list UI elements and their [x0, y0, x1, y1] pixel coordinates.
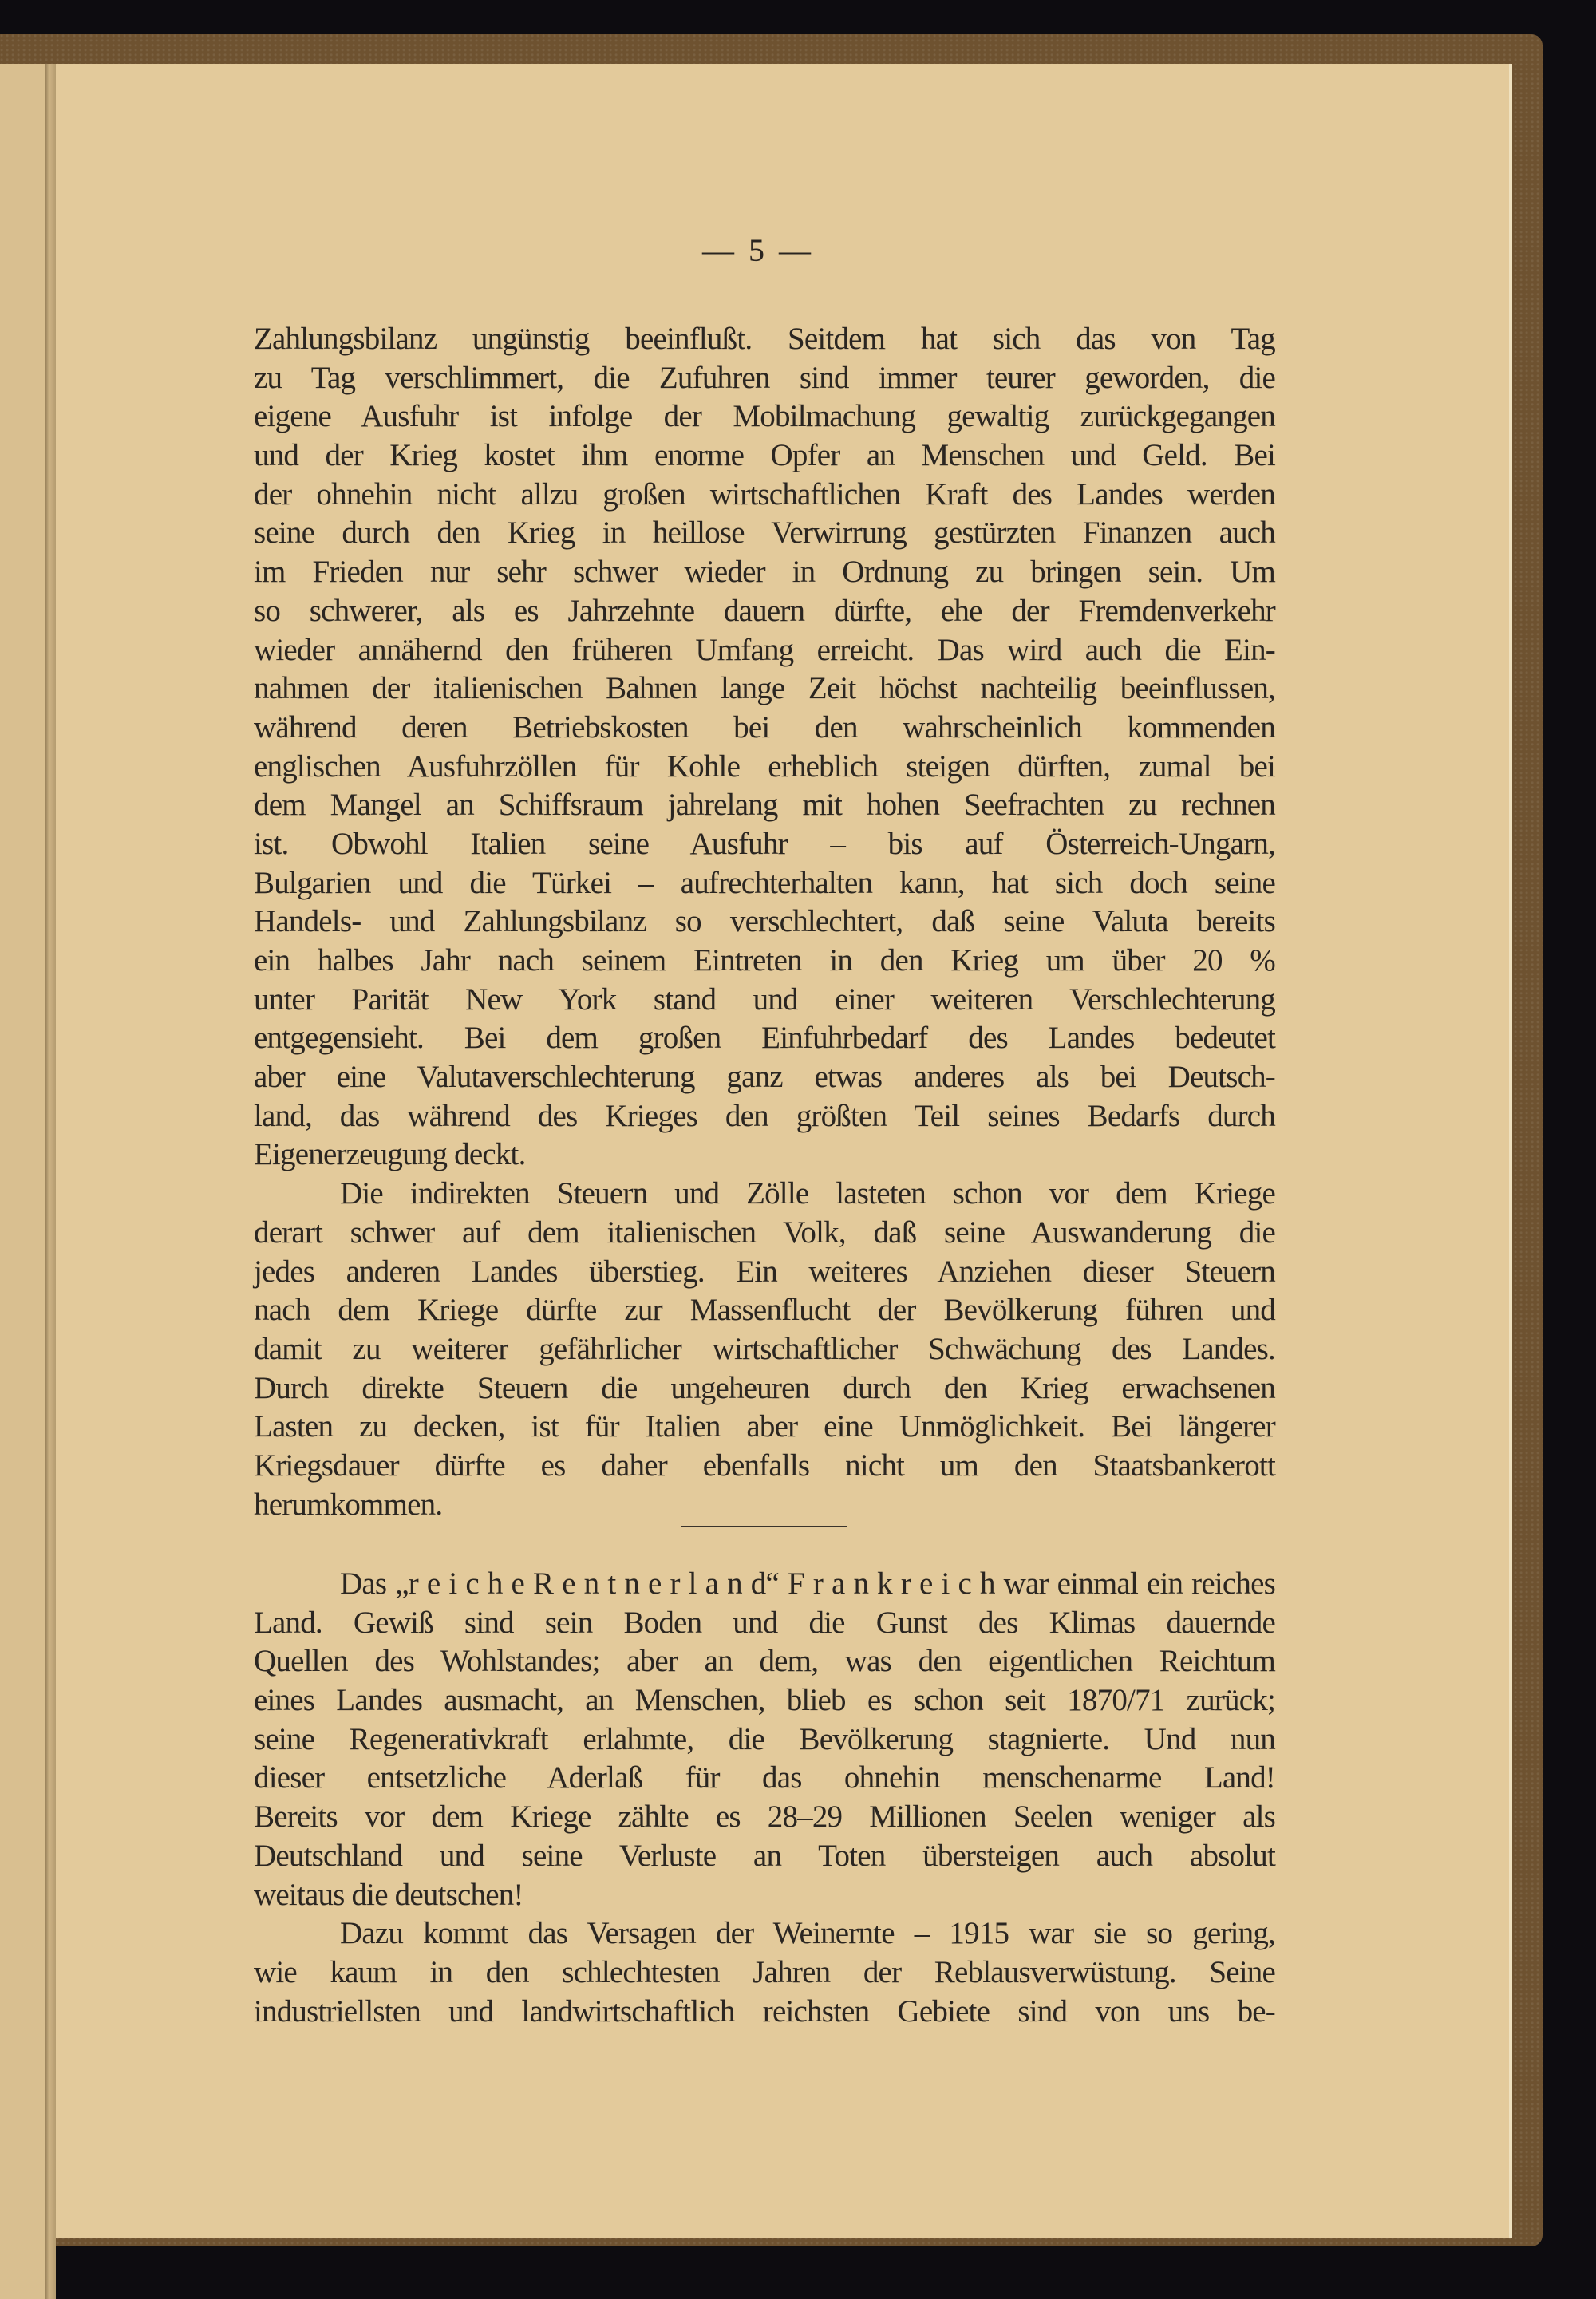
- text-line: zu Tag verschlimmert, die Zufuhren sind immer teurer geworden, die: [254, 360, 1275, 395]
- text-line: wieder annähernd den früheren Umfang erreicht. Das wird auch die Ein-: [254, 632, 1275, 667]
- text-line: Quellen des Wohlstandes; aber an dem, was den eigentlichen Reichtum: [254, 1644, 1275, 1679]
- book-gutter: [45, 64, 56, 2299]
- text-line: Lasten zu decken, ist für Italien aber eine Unmöglichkeit. Bei längerer: [254, 1409, 1275, 1444]
- page-number: — 5 —: [702, 232, 814, 268]
- text-line: Land. Gewiß sind sein Boden und die Gunst des Klimas dauernde: [254, 1605, 1275, 1640]
- text-line: damit zu weiterer gefährlicher wirtschaftlicher Schwächung des Landes.: [254, 1331, 1275, 1366]
- text-line: ist. Obwohl Italien seine Ausfuhr – bis auf Österreich-Ungarn,: [254, 826, 1275, 861]
- text-line: derart schwer auf dem italienischen Volk, daß seine Auswanderung die: [254, 1215, 1275, 1250]
- paragraph: [254, 1175, 1275, 1525]
- text-block-italy: [254, 321, 1275, 1525]
- text-line: land, das während des Krieges den größten Teil seines Bedarfs durch: [254, 1098, 1275, 1133]
- text-line: weitaus die deutschen!: [254, 1877, 523, 1912]
- text-line: aber eine Valutaverschlechterung ganz etwas anderes als bei Deutsch-: [254, 1060, 1275, 1095]
- text-line: wie kaum in den schlechtesten Jahren der Reblausverwüstung. Seine: [254, 1954, 1275, 1989]
- text-line: Das „r e i c h e R e n t n e r l a n d“ F r a n k r e i c h war einmal ein reiches: [340, 1566, 1275, 1601]
- text-line: Deutschland und seine Verluste an Toten übersteigen auch absolut: [254, 1838, 1275, 1873]
- text-line: seine durch den Krieg in heillose Verwirrung gestürzten Finanzen auch: [254, 515, 1275, 551]
- text-line: industriellsten und landwirtschaftlich reichsten Gebiete sind von uns be-: [254, 1993, 1275, 2028]
- facing-page-edge: [0, 64, 45, 2299]
- text-line: Zahlungsbilanz ungünstig beeinflußt. Seitdem hat sich das von Tag: [254, 322, 1275, 356]
- section-divider: [681, 1526, 847, 1527]
- text-line: eigene Ausfuhr ist infolge der Mobilmachung gewaltig zurückgegangen: [254, 399, 1275, 434]
- text-line: nahmen der italienischen Bahnen lange Zeit höchst nachteilig beeinflussen,: [254, 671, 1275, 706]
- text-line: und der Krieg kostet ihm enorme Opfer an Menschen und Geld. Bei: [254, 438, 1275, 473]
- text-line: ein halbes Jahr nach seinem Eintreten in den Krieg um über 20 %: [254, 943, 1275, 978]
- text-line: Bereits vor dem Kriege zählte es 28–29 Millionen Seelen weniger als: [254, 1799, 1275, 1835]
- text-line: dieser entsetzliche Aderlaß für das ohnehin menschenarme Land!: [254, 1760, 1275, 1795]
- text-line: so schwerer, als es Jahrzehnte dauern dürfte, ehe der Fremdenverkehr: [254, 593, 1275, 628]
- paragraph: [254, 1915, 1275, 2032]
- text-line: Die indirekten Steuern und Zölle lasteten schon vor dem Kriege: [340, 1176, 1275, 1211]
- text-line: jedes anderen Landes überstieg. Ein weiteres Anziehen dieser Steuern: [254, 1254, 1275, 1289]
- text-line: Eigenerzeugung deckt.: [254, 1137, 526, 1172]
- text-block-france: [254, 1566, 1275, 2032]
- text-line: Dazu kommt das Versagen der Weinernte – 1915 war sie so gering,: [340, 1916, 1275, 1951]
- paragraph: [254, 321, 1275, 1175]
- text-line: nach dem Kriege dürfte zur Massenflucht der Bevölkerung führen und: [254, 1293, 1275, 1328]
- text-line: herumkommen.: [254, 1487, 443, 1522]
- text-line: unter Parität New York stand und einer weiteren Verschlechterung: [254, 982, 1275, 1017]
- text-line: dem Mangel an Schiffsraum jahrelang mit hohen Seefrachten zu rechnen: [254, 788, 1275, 823]
- paragraph: [254, 1566, 1275, 1915]
- text-line: Handels- und Zahlungsbilanz so verschlechtert, daß seine Valuta bereits: [254, 904, 1275, 939]
- text-line: englischen Ausfuhrzöllen für Kohle erheblich steigen dürften, zumal bei: [254, 749, 1275, 784]
- text-line: Durch direkte Steuern die ungeheuren durch den Krieg erwachsenen: [254, 1370, 1275, 1405]
- text-line: Bulgarien und die Türkei – aufrechterhalten kann, hat sich doch seine: [254, 865, 1275, 900]
- text-line: seine Regenerativkraft erlahmte, die Bevölkerung stagnierte. Und nun: [254, 1721, 1275, 1756]
- text-line: während deren Betriebskosten bei den wahrscheinlich kommenden: [254, 709, 1275, 745]
- text-line: Kriegsdauer dürfte es daher ebenfalls nicht um den Staatsbankerott: [254, 1448, 1275, 1483]
- text-line: der ohnehin nicht allzu großen wirtschaftlichen Kraft des Landes werden: [254, 476, 1275, 512]
- text-line: entgegensieht. Bei dem großen Einfuhrbedarf des Landes bedeutet: [254, 1021, 1275, 1056]
- text-line: im Frieden nur sehr schwer wieder in Ordnung zu bringen sein. Um: [254, 555, 1275, 590]
- text-line: eines Landes ausmacht, an Menschen, blieb es schon seit 1870/71 zurück;: [254, 1683, 1275, 1718]
